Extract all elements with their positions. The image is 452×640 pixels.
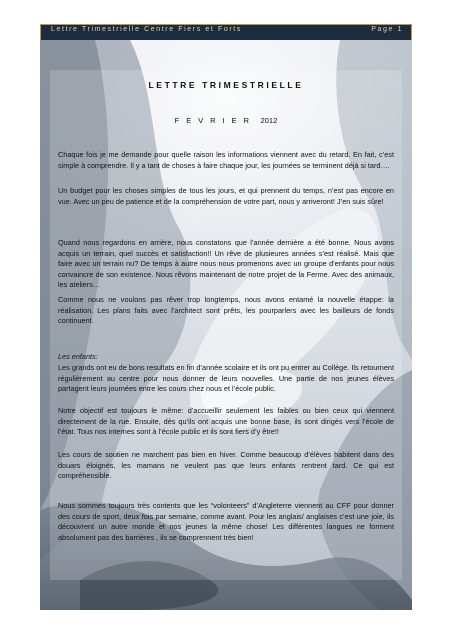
paragraph-objectif: Notre objectif est toujours le même: d’accueillir seulement les faibles ou bien ceux qui viennent directement de la rue. Ensuite, dès qu’ils ont acquis une bonne base, ils sont dirigés vers l’école de l’état. Tous nos internes sont à l’école public et ils sont fiers d’y être!!	[58, 406, 394, 437]
paragraph-grands: Les grands ont eu de bons resultats en fin d’année scolaire et ils ont pu entrer au Collège. Ils retournent régulièrement au centre pour nous donner de leurs nouvelles. Une partie de nos jeunes élèves partagent leurs journées entre les cours chez nous et l’école public.	[58, 363, 394, 394]
document-title: LETTRE TRIMESTRIELLE	[148, 80, 304, 90]
date-year: 2012	[260, 116, 278, 125]
paragraph-budget: Un budget pour les choses simples de tous les jours, et qui prennent du temps, n’est pas encore en vue. Avec un peu de patience et de la compréhension de votre part, nous y arriveront! J’en suis sûre!	[58, 186, 394, 206]
header-title: Lettre Trimestrielle Centre Fiers et Forts	[51, 26, 242, 33]
paragraph-intro: Chaque fois je me demande pour quelle raison les informations viennent avec du retard. En fait, c’est simple à comprendre. Il y a tant de choses à faire chaque jour, les journées se terminent déjà si tard….	[58, 150, 394, 170]
paragraph-volunteers: Nous sommes toujours très contents que les “volonteers” d’Angleterre viennent au CFF pour donner des cours de sport, deux fois par semaine, comme avant. Pour les anglais/ anglaises c’est une joie, ils découvrent un autre monde et nos jeunes la même chose! Les différentes langues ne forment absolument pas des barrières , ils se comprennent très bien!	[58, 501, 394, 542]
header-bar	[40, 24, 412, 41]
document-date	[58, 116, 394, 125]
paragraph-terrain: Quand nous regardons en arrière, nous constatons que l’année dernière a été bonne. Nous avons acquis un terrain, quel succès et satisfaction!! Un rêve de plusieures années s’est réalisé. Mais que faire avec un terrain nu? De temps à autre nous nous promenons avec un groupe d’enfants pour nous convaincre de son existence. Nous rêvons maintenant de notre projet de la Ferme. Avec des animaux, les ateliers…	[58, 238, 394, 290]
page-number: Page 1	[371, 26, 403, 33]
section-heading-enfants: Les enfants:	[58, 352, 98, 361]
paragraph-realisation: Comme nous ne voulons pas rêver trop longtemps, nous avons entamé la nouvelle étappe: la réalisation. Les plans faits avec l’architect sont prêts, les pourparlers avec les bailleurs de fonds continuent.	[58, 295, 394, 326]
date-month: F E V R I E R	[174, 116, 252, 125]
paragraph-cours-soutien: Les cours de soutien ne marchent pas bien en hiver. Comme beaucoup d’élèves habitent dans des douars éloignés, les mamans ne veulent pas que leurs enfants rentrent tard. Ce qui est compréhensible.	[58, 450, 394, 481]
